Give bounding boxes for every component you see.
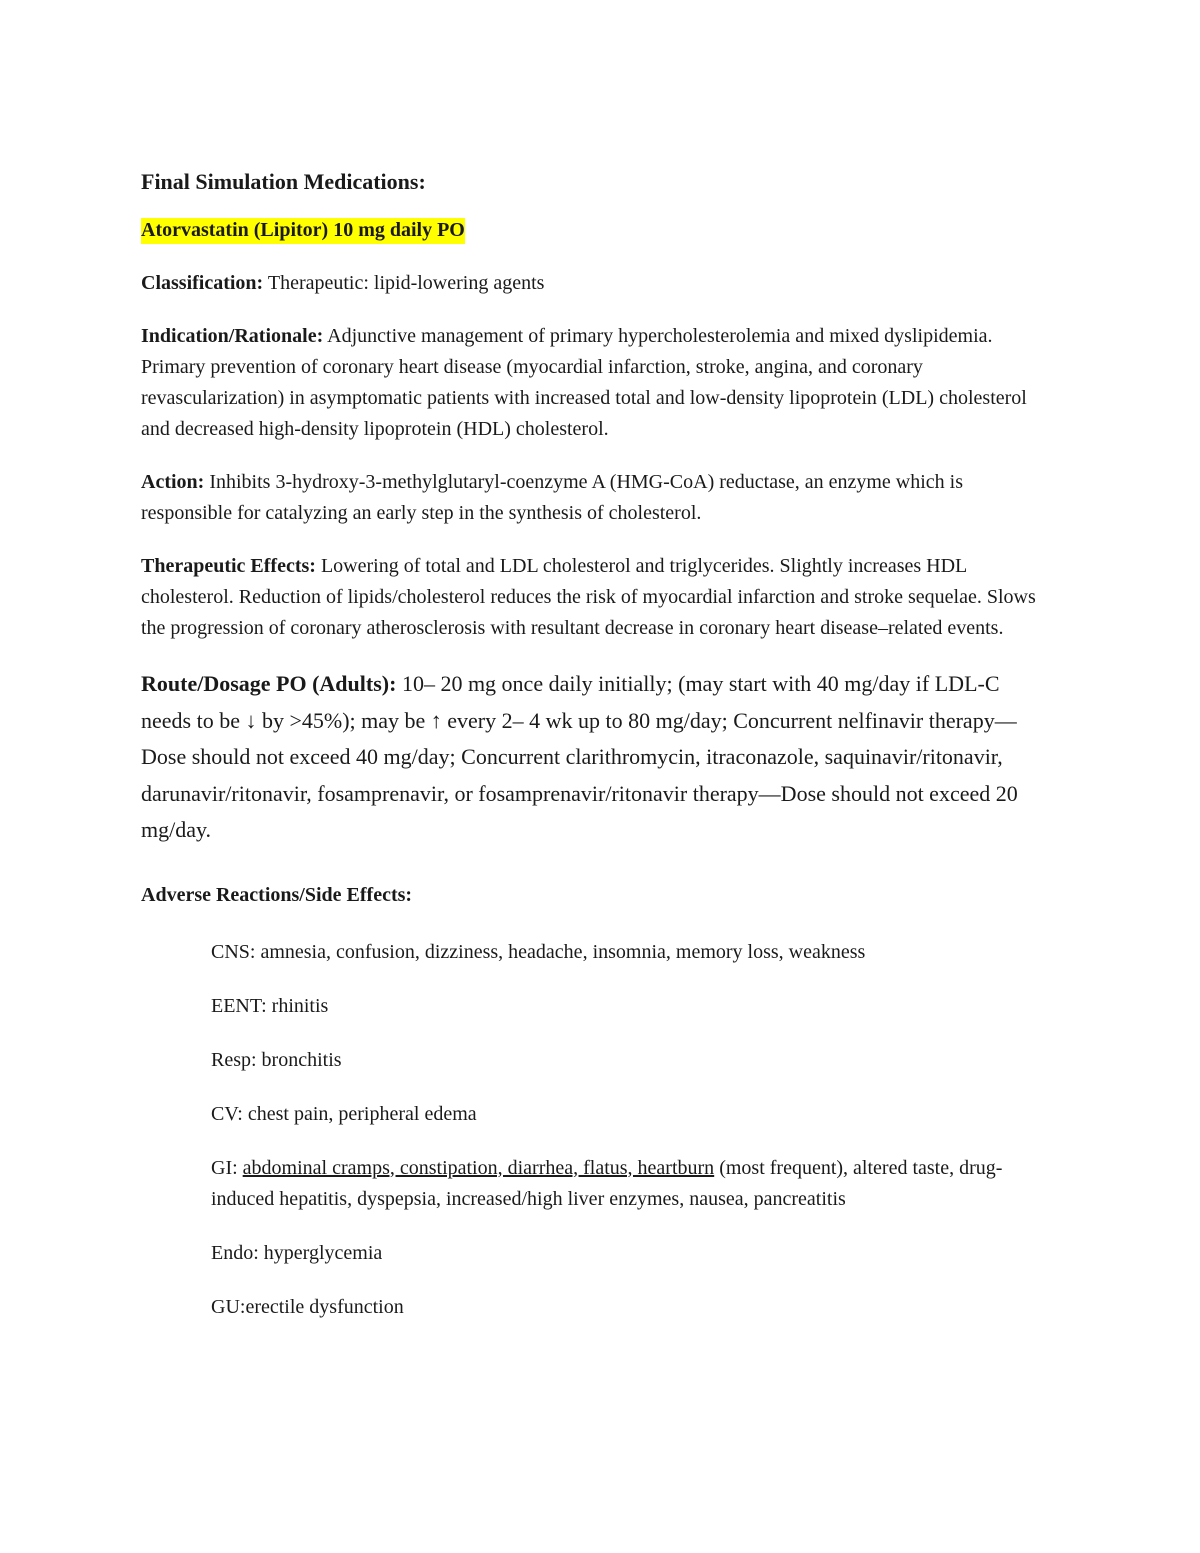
drug-heading [141,216,1051,244]
effect-cns: CNS: amnesia, confusion, dizziness, headache, insomnia, memory loss, weakness [211,940,866,963]
effect-endo: Endo: hyperglycemia [211,1241,383,1264]
effect-gi-rest: (most frequent), altered taste, drug-induced hepatitis, dyspepsia, increased/high liver enzymes, nausea, pancreatitis [211,1156,1003,1210]
route-dosage-section [141,666,1051,849]
effect-gu: GU:erectile dysfunction [211,1295,404,1318]
route-dosage-label: Route/Dosage PO (Adults): [141,671,397,696]
classification-text: Therapeutic: lipid-lowering agents [263,272,545,294]
adverse-effects-list [211,937,1051,1323]
action-section [141,467,1051,529]
classification-section [141,268,1051,299]
indication-text: Adjunctive management of primary hypercholesterolemia and mixed dyslipidemia. Primary prevention of coronary heart disease (myocardial infarction, stroke, angina, and coronary revascularization) in asymptomatic patients with increased total and low-density lipoprotein (LDL) cholesterol and decreased high-density lipoprotein (HDL) cholesterol. [141,325,1027,440]
adverse-effects-heading: Adverse Reactions/Side Effects: [141,883,413,906]
effect-gi [211,1153,1051,1215]
document-title: Final Simulation Medications: [141,169,426,194]
drug-heading-highlight: Atorvastatin (Lipitor) 10 mg daily PO [141,218,465,244]
effect-gi-prefix: GI: [211,1156,243,1179]
effect-resp: Resp: bronchitis [211,1048,342,1071]
therapeutic-effects-section [141,551,1051,644]
effect-gi-most-frequent: abdominal cramps, constipation, diarrhea, flatus, heartburn [242,1156,715,1179]
effect-cv: CV: chest pain, peripheral edema [211,1102,477,1125]
effect-eent: EENT: rhinitis [211,994,329,1017]
document-page [141,166,1051,1346]
action-text: Inhibits 3-hydroxy-3-methylglutaryl-coenzyme A (HMG-CoA) reductase, an enzyme which is responsible for catalyzing an early step in the synthesis of cholesterol. [141,471,964,524]
indication-label: Indication/Rationale: [141,325,324,347]
classification-label: Classification: [141,272,264,294]
therapeutic-effects-label: Therapeutic Effects: [141,555,316,577]
indication-section [141,321,1051,445]
therapeutic-effects-text: Lowering of total and LDL cholesterol and triglycerides. Slightly increases HDL cholesterol. Reduction of lipids/cholesterol reduces the risk of myocardial infarction and stroke sequelae. Slows the progression of coronary atherosclerosis with resultant decrease in coronary heart disease–related events. [141,555,1036,639]
route-dosage-text: 10– 20 mg once daily initially; (may start with 40 mg/day if LDL-C needs to be ↓ by >45%); may be ↑ every 2– 4 wk up to 80 mg/day; Concurrent nelfinavir therapy—Dose should not exceed 40 mg/day; Concurrent clarithromycin, itraconazole, saquinavir/ritonavir, darunavir/ritonavir, fosamprenavir, or fosamprenavir/ritonavir therapy—Dose should not exceed 20 mg/day. [141,671,1018,842]
action-label: Action: [141,471,205,493]
